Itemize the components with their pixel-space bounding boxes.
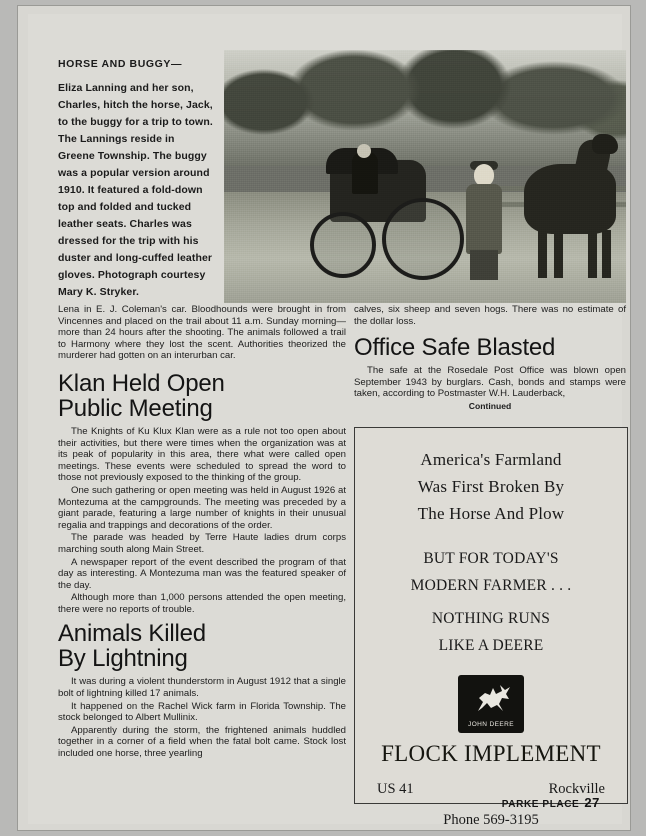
ad-line-4: BUT FOR TODAY'S xyxy=(423,550,559,567)
safe-paragraph: The safe at the Rosedale Post Office was blown open September 1943 by burglars. Cash, bonds and stamps were taken, according to Postmaster W.H. Lauderback, xyxy=(354,365,626,400)
horse-and-buggy-photo xyxy=(224,50,626,303)
klan-paragraph-2: One such gathering or open meeting was held in August 1926 at Montezuma at the campgrounds. The meeting was preceded by a giant parade, featuring a large number of knights in their unusual regalia and trappings and decorations of the order. xyxy=(58,484,346,531)
leaping-deer-icon xyxy=(469,681,513,715)
page-content-area xyxy=(28,14,626,828)
photo-film-grain xyxy=(224,50,626,303)
ad-address-row xyxy=(355,767,627,798)
headline-animals-line2: By Lightning xyxy=(58,645,188,673)
ad-line-2: Was First Broken By xyxy=(417,477,565,496)
left-column xyxy=(58,304,346,761)
caption-text: Eliza Lanning and her son, Charles, hitch the horse, Jack, to the buggy for a trip to town. The Lannings reside in Greene Township. The buggy was a popular version around 1910. It featured a fold-down top and folded and tucked leather seats. Charles was dressed for the trip with his duster and long-cuffed leather gloves. Photograph courtesy Mary K. Stryker. xyxy=(58,82,213,298)
publication-name: PARKE PLACE xyxy=(501,799,580,810)
ad-city: Rockville xyxy=(548,781,605,797)
right-column xyxy=(354,304,626,411)
klan-paragraph-1: The Knights of Ku Klux Klan were as a rule not too open about their activities, but there were times when the organization was at its peak of popularity in this area, there what were called open meetings. These events were scheduled to spread the word to those not previously exposed to the thinking of the group. xyxy=(58,425,346,484)
ad-line-1: America's Farmland xyxy=(420,450,562,469)
animals-paragraph-3: Apparently during the storm, the frightened animals huddled together in a corner of a field when the fatal bolt came. Stock lost included one horse, three yearling xyxy=(58,724,346,760)
page-number: 27 xyxy=(584,795,600,810)
klan-paragraph-4: A newspaper report of the event described the program of that day as interesting. A Montezuma man was the featured speaker of the day. xyxy=(58,556,346,591)
animals-paragraph-1: It was during a violent thunderstorm in August 1912 that a single bolt of lightning killed 17 animals. xyxy=(58,676,346,700)
ad-phone: Phone 569-3195 xyxy=(443,812,539,828)
klan-paragraph-3: The parade was headed by Terre Haute ladies drum corps marching south along Main Street. xyxy=(58,532,346,555)
scanned-page xyxy=(18,6,630,830)
klan-paragraph-5: Although more than 1,000 persons attended the open meeting, there were no reports of trouble. xyxy=(58,592,346,615)
caption-heading: HORSE AND BUGGY— xyxy=(58,58,183,70)
headline-animals xyxy=(58,621,346,671)
ad-line-6: NOTHING RUNS xyxy=(431,610,551,627)
lead-paragraph: Lena in E. J. Coleman's car. Bloodhounds were brought in from Vincennes and placed on the trail about 11 a.m. Sunday morning—more than 24 hours after the shooting. The animals followed a trail to Harmony where they lost the scent. Authorities theorized the murderer had gotten on an interurban car. xyxy=(58,304,346,362)
john-deere-logo-icon xyxy=(458,675,524,733)
headline-office-safe: Office Safe Blasted xyxy=(354,334,556,362)
ad-logo-label: JOHN DEERE xyxy=(468,721,514,728)
headline-animals-line1: Animals Killed xyxy=(58,620,206,648)
photo-caption xyxy=(58,56,213,301)
ad-line-3: The Horse And Plow xyxy=(417,504,565,523)
page-footer xyxy=(502,795,600,810)
ad-dealer-name: FLOCK IMPLEMENT xyxy=(381,741,601,766)
continued-label: Continued xyxy=(468,400,512,411)
headline-klan-line1: Klan Held Open xyxy=(58,369,225,397)
headline-klan xyxy=(58,371,346,421)
animals-paragraph-2: It happened on the Rachel Wick farm in Florida Township. The stock belonged to Albert Mullinix. xyxy=(58,700,346,724)
ad-line-7: LIKE A DEERE xyxy=(438,637,544,654)
continued-paragraph: calves, six sheep and seven hogs. There was no estimate of the dollar loss. xyxy=(354,304,626,327)
headline-klan-line2: Public Meeting xyxy=(58,394,213,422)
ad-line-5: MODERN FARMER . . . xyxy=(410,577,572,594)
ad-route: US 41 xyxy=(377,781,414,797)
